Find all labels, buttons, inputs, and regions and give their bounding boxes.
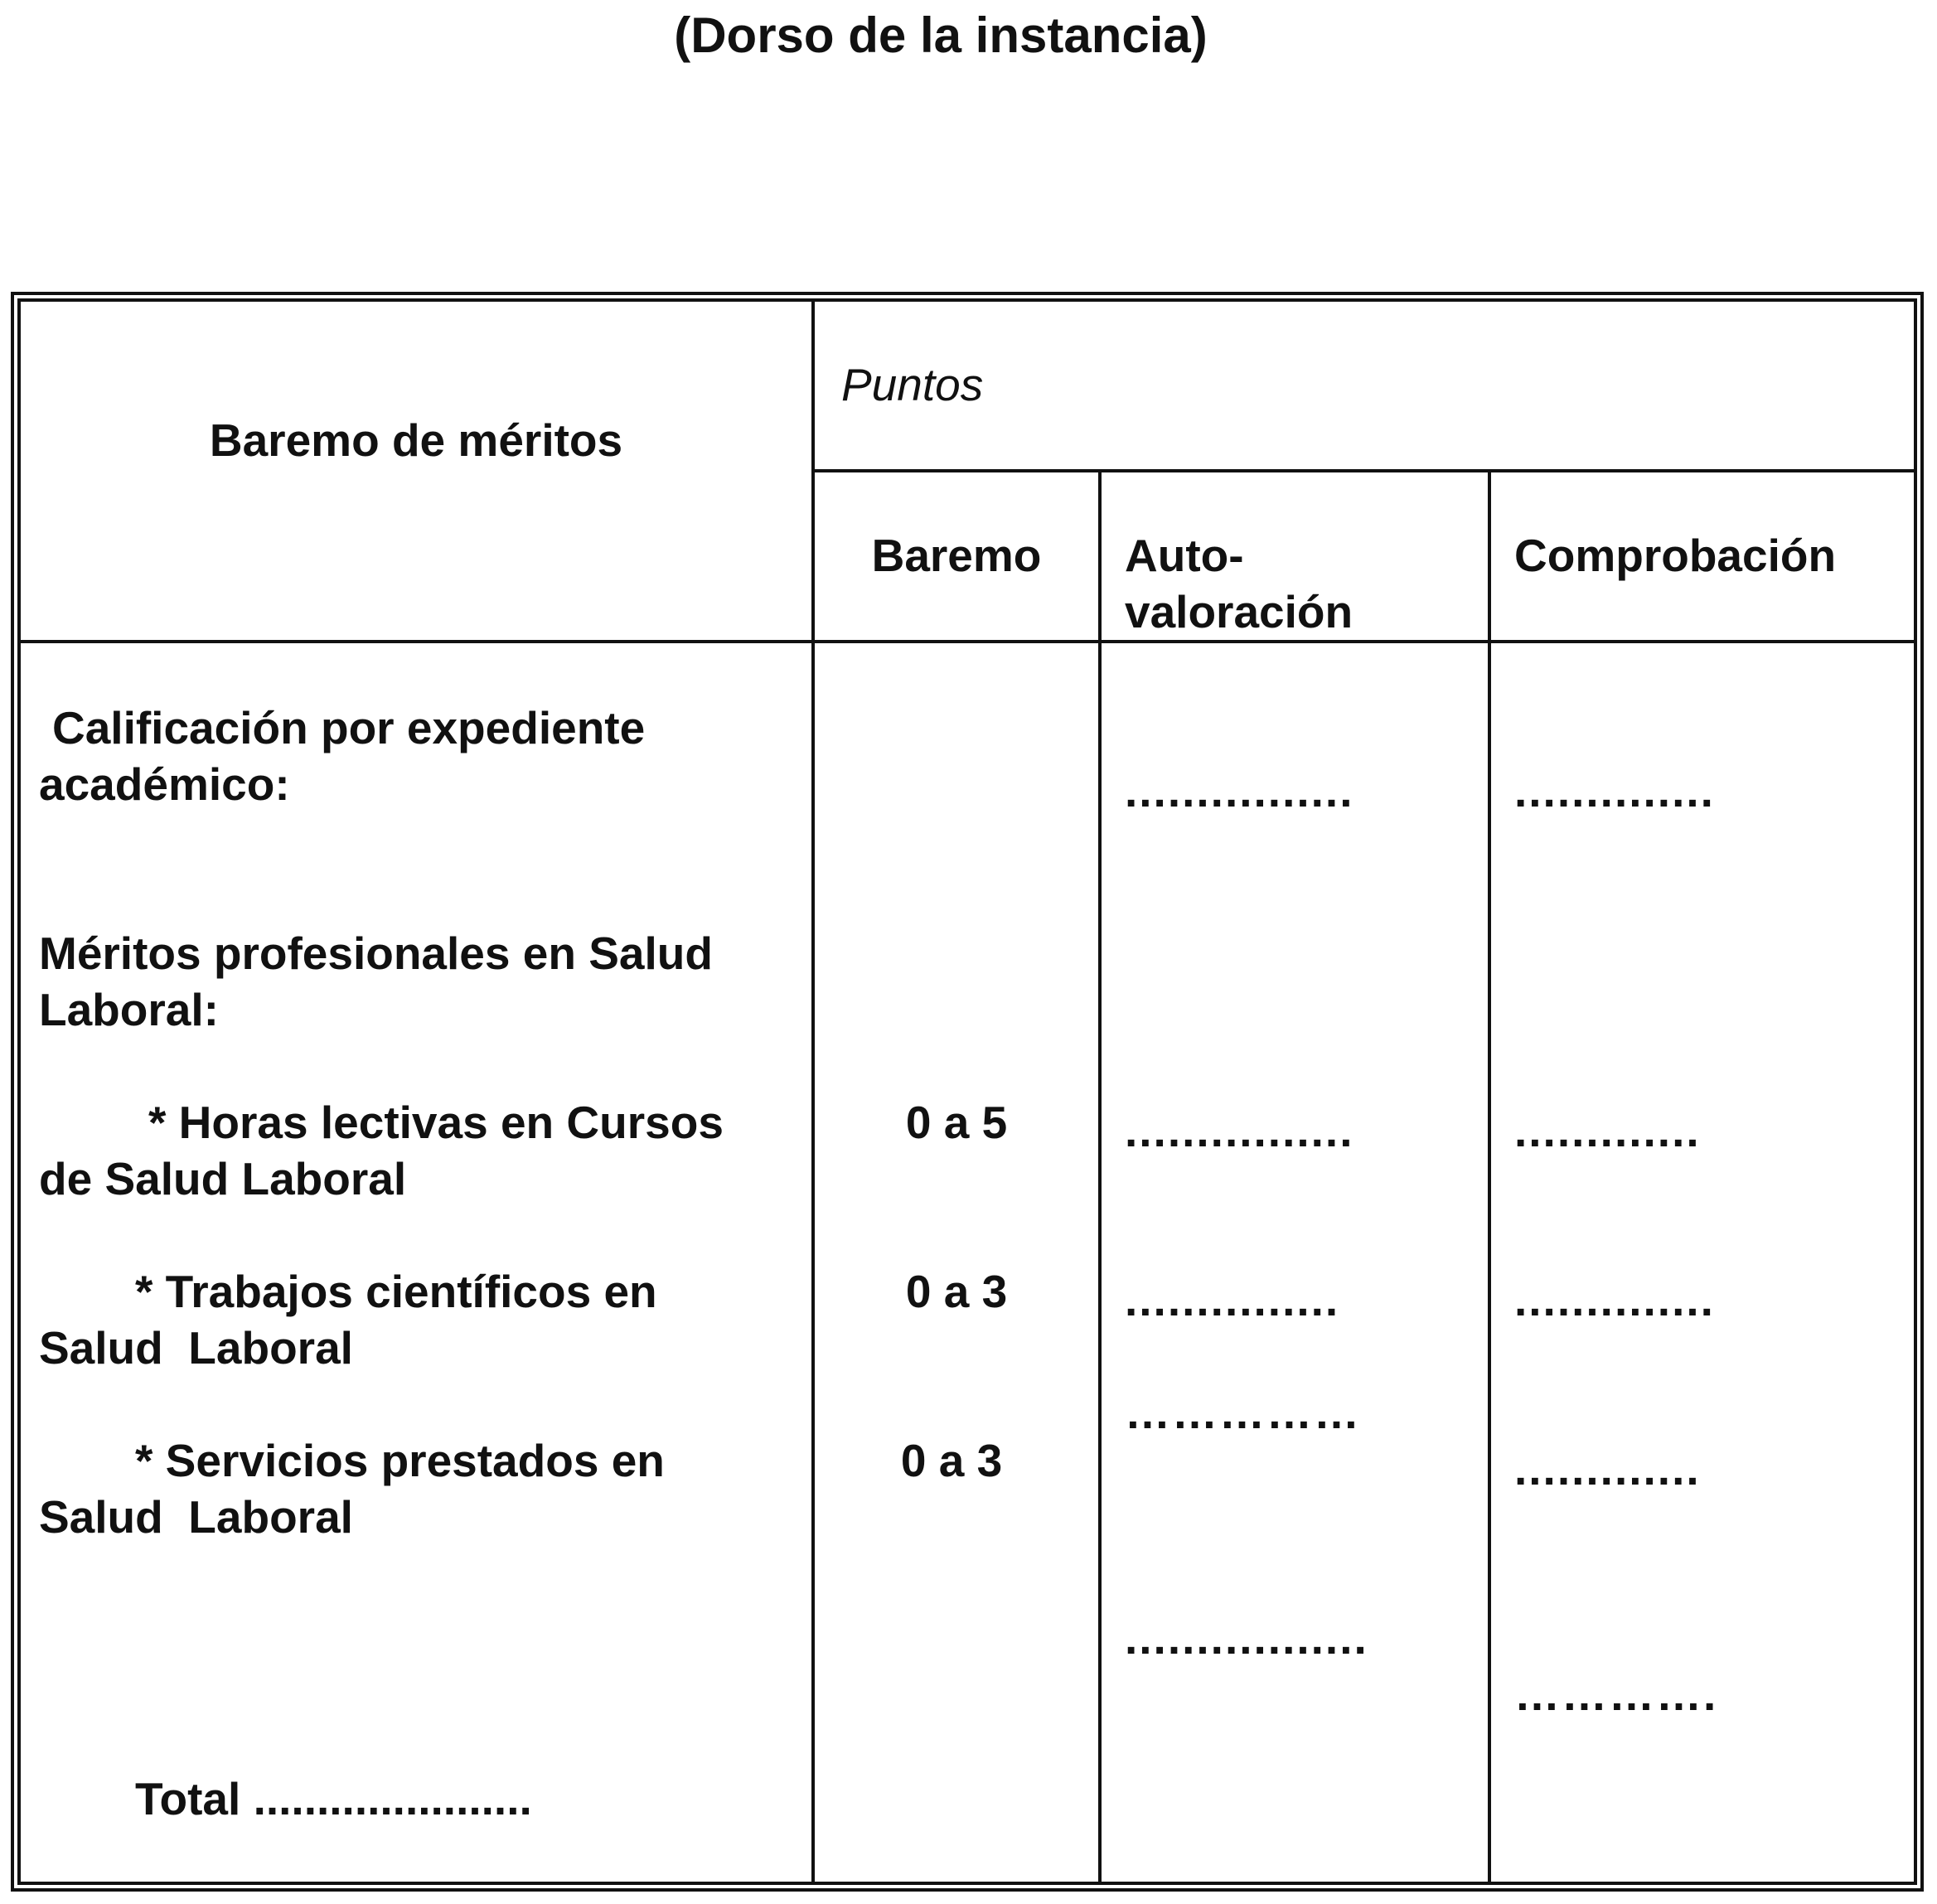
horas-lectivas-autovaloracion-field[interactable]: ................: [1125, 1105, 1354, 1156]
total-comprobacion-field[interactable]: ………….: [1514, 1669, 1718, 1720]
total-label-text: Total: [135, 1773, 241, 1824]
horas-lectivas-line2: de Salud Laboral: [39, 1153, 407, 1204]
row-divider: [17, 640, 1917, 643]
servicios-prestados-line2: Salud Laboral: [39, 1491, 353, 1543]
column-divider: [1488, 469, 1491, 1885]
servicios-prestados-comprobacion-field[interactable]: .............: [1514, 1443, 1701, 1495]
header-baremo-de-meritos: Baremo de méritos: [209, 414, 623, 466]
column-divider: [1098, 469, 1102, 1885]
calificacion-label-line2: académico:: [39, 758, 290, 810]
total-value-field[interactable]: ......................: [253, 1773, 532, 1824]
trabajos-cientificos-line1: * Trabajos científicos en: [135, 1266, 657, 1317]
total-autovaloracion-field[interactable]: .................: [1125, 1612, 1368, 1664]
header-baremo: Baremo: [871, 530, 1042, 581]
header-autovaloracion-line1: Auto-: [1125, 530, 1244, 581]
trabajos-cientificos-baremo: 0 a 3: [905, 1266, 1008, 1317]
horas-lectivas-line1: * Horas lectivas en Cursos: [148, 1097, 724, 1148]
meritos-profesionales-line1: Méritos profesionales en Salud: [39, 928, 713, 979]
page-title: (Dorso de la instancia): [674, 7, 1208, 63]
meritos-profesionales-line2: Laboral:: [39, 984, 219, 1035]
header-comprobacion: Comprobación: [1514, 530, 1837, 581]
trabajos-cientificos-autovaloracion-field[interactable]: ...............: [1125, 1274, 1340, 1325]
calificacion-autovaloracion-field[interactable]: ................: [1125, 765, 1354, 816]
trabajos-cientificos-line2: Salud Laboral: [39, 1322, 353, 1373]
header-autovaloracion-line2: valoración: [1125, 586, 1353, 637]
servicios-prestados-autovaloracion-field[interactable]: ……………: [1125, 1387, 1361, 1438]
row-divider: [811, 469, 1917, 472]
total-label: [135, 1771, 532, 1827]
trabajos-cientificos-comprobacion-field[interactable]: ..............: [1514, 1274, 1715, 1325]
horas-lectivas-comprobacion-field[interactable]: .............: [1514, 1105, 1701, 1156]
calificacion-comprobacion-field[interactable]: ..............: [1514, 765, 1715, 816]
servicios-prestados-line1: * Servicios prestados en: [135, 1435, 665, 1486]
calificacion-label-line1: Calificación por expediente: [52, 702, 646, 753]
horas-lectivas-baremo: 0 a 5: [905, 1097, 1008, 1148]
header-puntos: Puntos: [841, 359, 984, 410]
servicios-prestados-baremo: 0 a 3: [900, 1435, 1003, 1486]
